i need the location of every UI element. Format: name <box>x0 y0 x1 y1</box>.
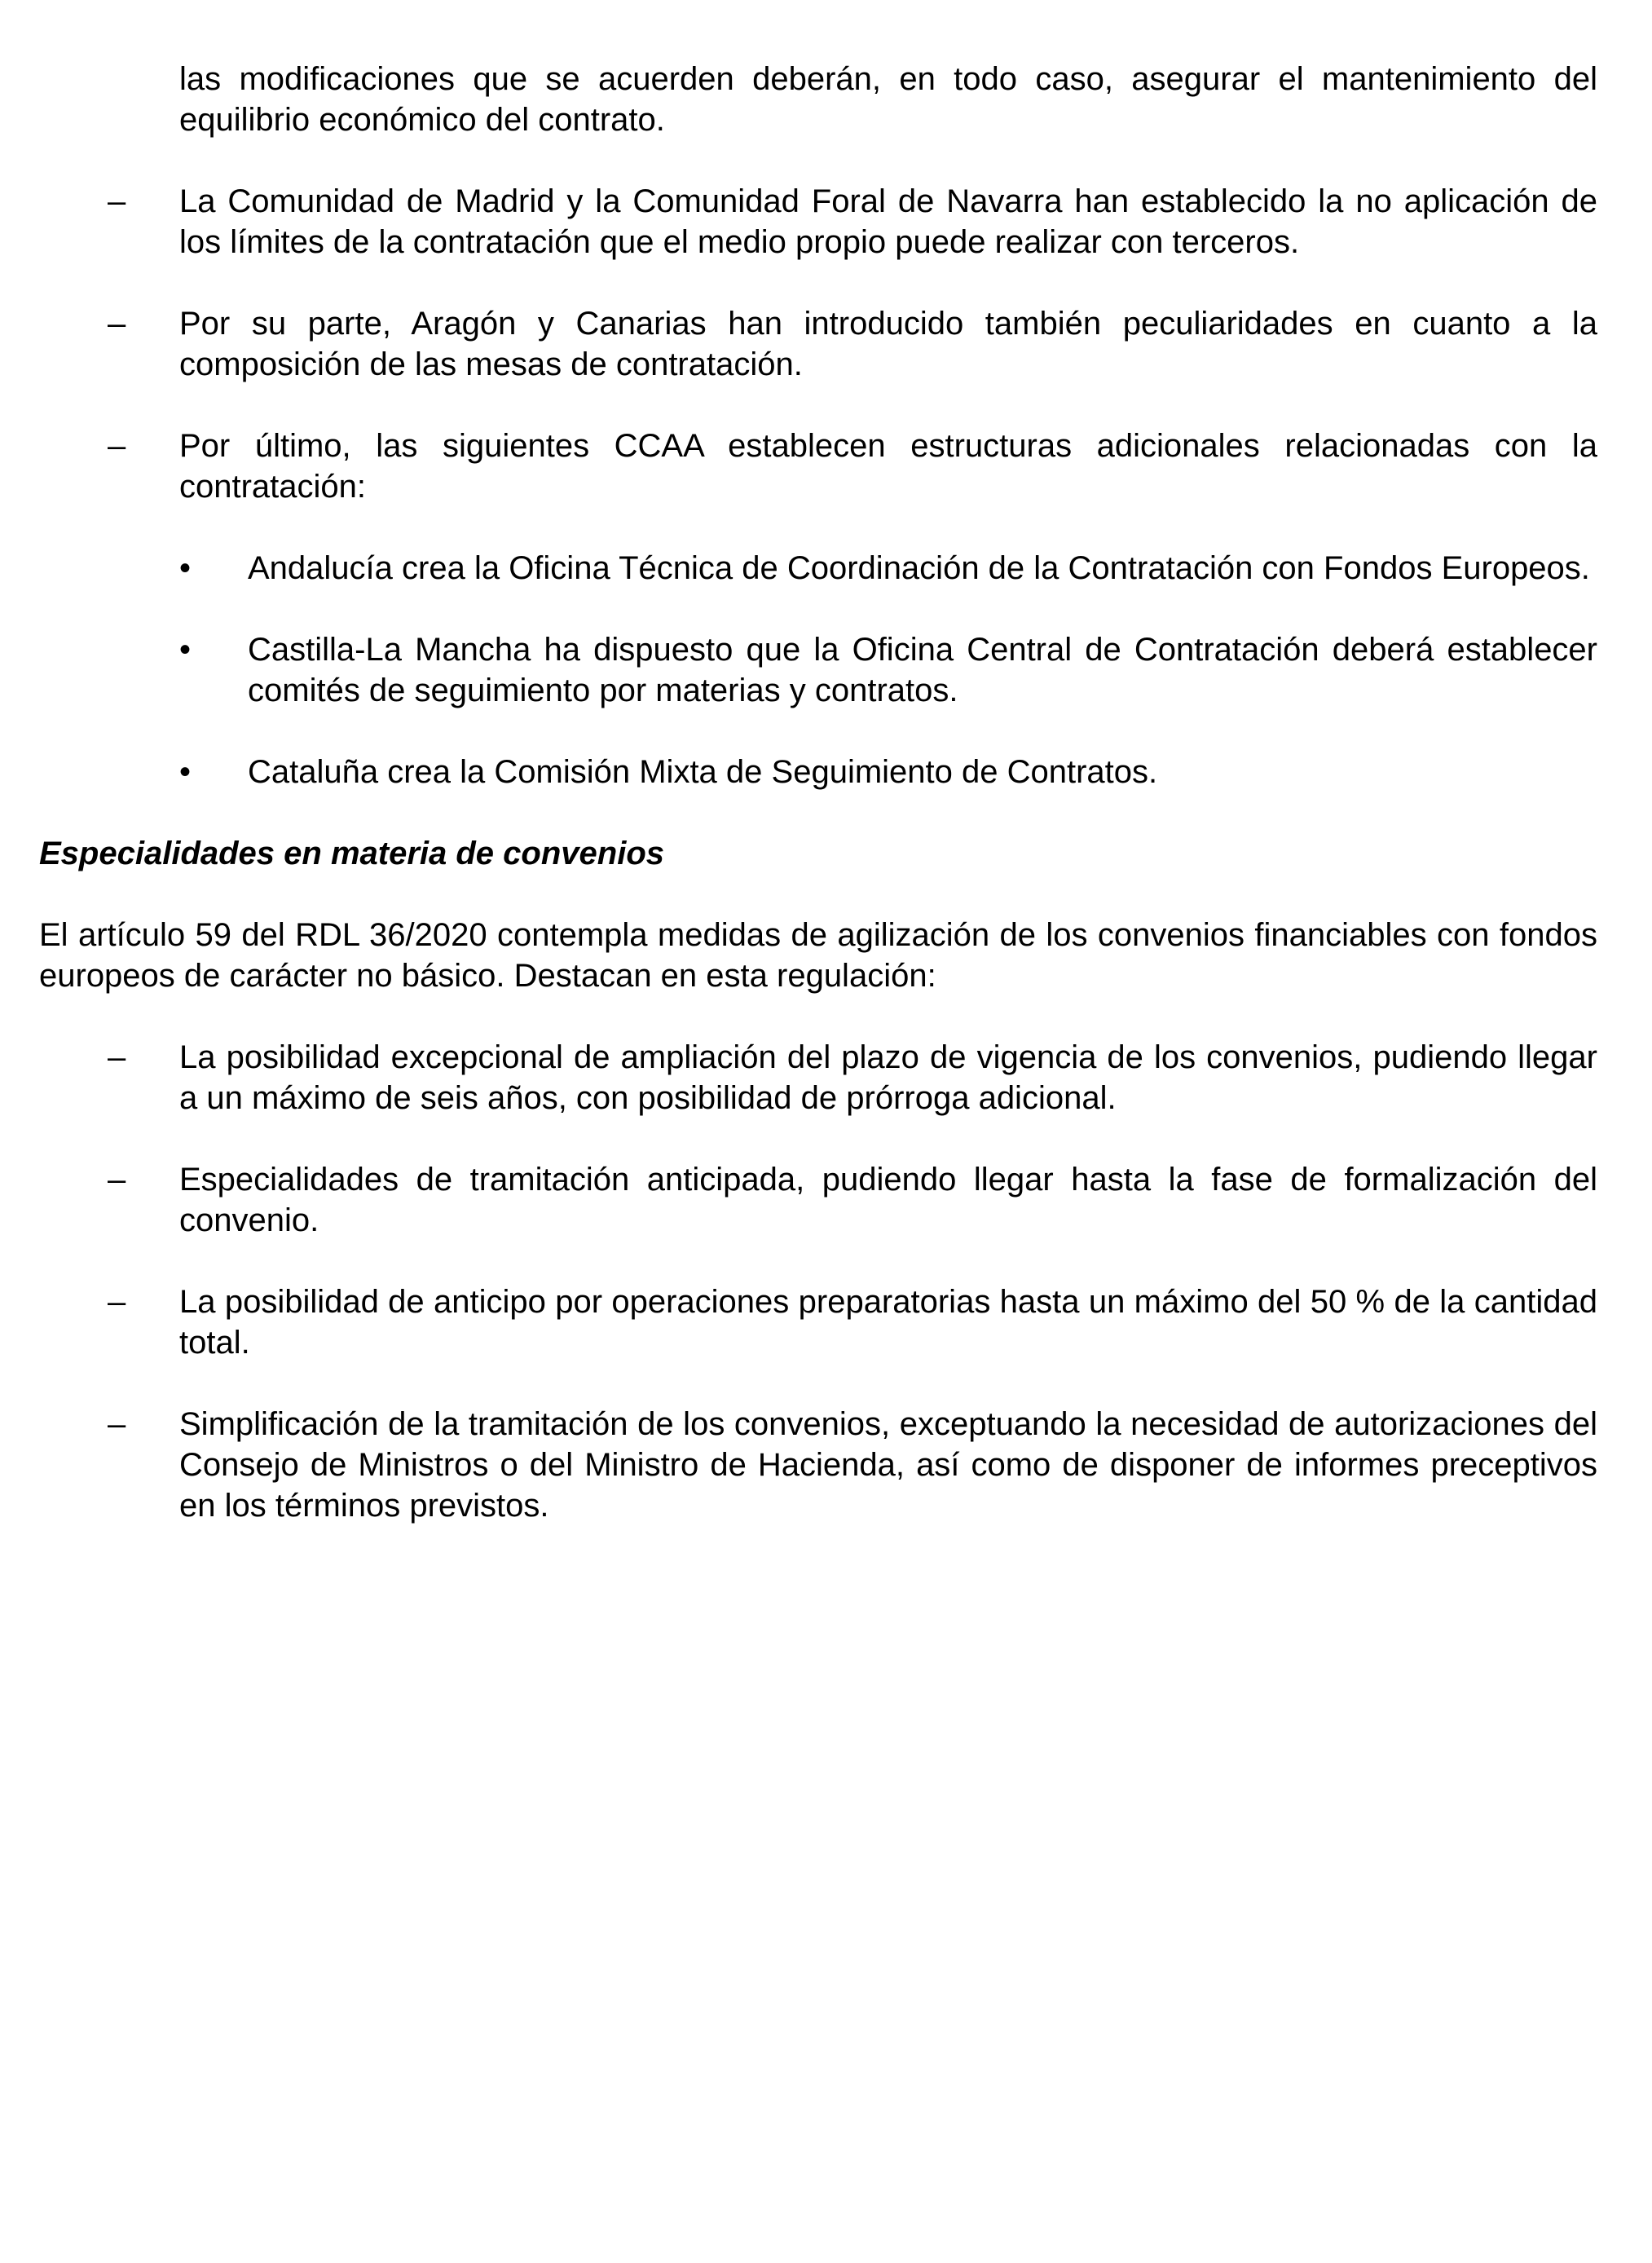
list-item-text: La Comunidad de Madrid y la Comunidad Foral de Navarra han establecido la no aplicación de los límites de la contratación que el medio propio puede realizar con terceros. <box>179 183 1597 260</box>
dash-marker: – <box>108 1406 126 1442</box>
continuation-paragraph: las modificaciones que se acuerden deberán, en todo caso, asegurar el mantenimiento del equilibrio económico del contrato. <box>179 61 1597 138</box>
list-item-text: La posibilidad excepcional de ampliación del plazo de vigencia de los convenios, pudiendo llegar a un máximo de seis años, con posibilidad de prórroga adicional. <box>179 1039 1597 1116</box>
list-item-text: Especialidades de tramitación anticipada, pudiendo llegar hasta la fase de formalización del convenio. <box>179 1162 1597 1238</box>
bullet-item-text: Cataluña crea la Comisión Mixta de Seguimiento de Contratos. <box>248 754 1158 790</box>
dash-marker: – <box>108 1284 126 1320</box>
intro-paragraph: El artículo 59 del RDL 36/2020 contempla medidas de agilización de los convenios financiables con fondos europeos de carácter no básico. Destacan en esta regulación: <box>39 917 1597 994</box>
bullet-item <box>179 629 1597 711</box>
bullet-item-text: Castilla-La Mancha ha dispuesto que la Oficina Central de Contratación deberá establecer comités de seguimiento por materias y contratos. <box>248 632 1597 708</box>
bullet-item <box>179 752 1597 792</box>
bullet-item-text: Andalucía crea la Oficina Técnica de Coordinación de la Contratación con Fondos Europeos. <box>248 550 1590 586</box>
dash-marker: – <box>108 1039 126 1075</box>
dash-marker: – <box>108 1162 126 1198</box>
section-heading: Especialidades en materia de convenios <box>39 836 664 871</box>
list-item <box>108 303 1597 385</box>
bullet-marker: • <box>179 550 192 586</box>
bullet-item <box>179 548 1597 589</box>
list-item <box>108 1159 1597 1241</box>
list-item-text: Simplificación de la tramitación de los convenios, exceptuando la necesidad de autorizaciones del Consejo de Ministros o del Ministro de Hacienda, así como de disponer de informes preceptivos en los términos previstos. <box>179 1406 1597 1524</box>
dash-marker: – <box>108 428 126 464</box>
list-item <box>108 1037 1597 1118</box>
dash-marker: – <box>108 183 126 219</box>
list-item-text: La posibilidad de anticipo por operaciones preparatorias hasta un máximo del 50 % de la cantidad total. <box>179 1284 1597 1361</box>
bullet-marker: • <box>179 632 192 668</box>
bullet-marker: • <box>179 754 192 790</box>
list-item <box>108 181 1597 262</box>
list-item <box>108 1404 1597 1526</box>
list-item <box>108 426 1597 507</box>
list-item-text: Por su parte, Aragón y Canarias han introducido también peculiaridades en cuanto a la composición de las mesas de contratación. <box>179 306 1597 382</box>
document-page <box>39 59 1597 1526</box>
dash-marker: – <box>108 306 126 342</box>
list-item <box>108 1281 1597 1363</box>
list-item-text: Por último, las siguientes CCAA establecen estructuras adicionales relacionadas con la contratación: <box>179 428 1597 505</box>
